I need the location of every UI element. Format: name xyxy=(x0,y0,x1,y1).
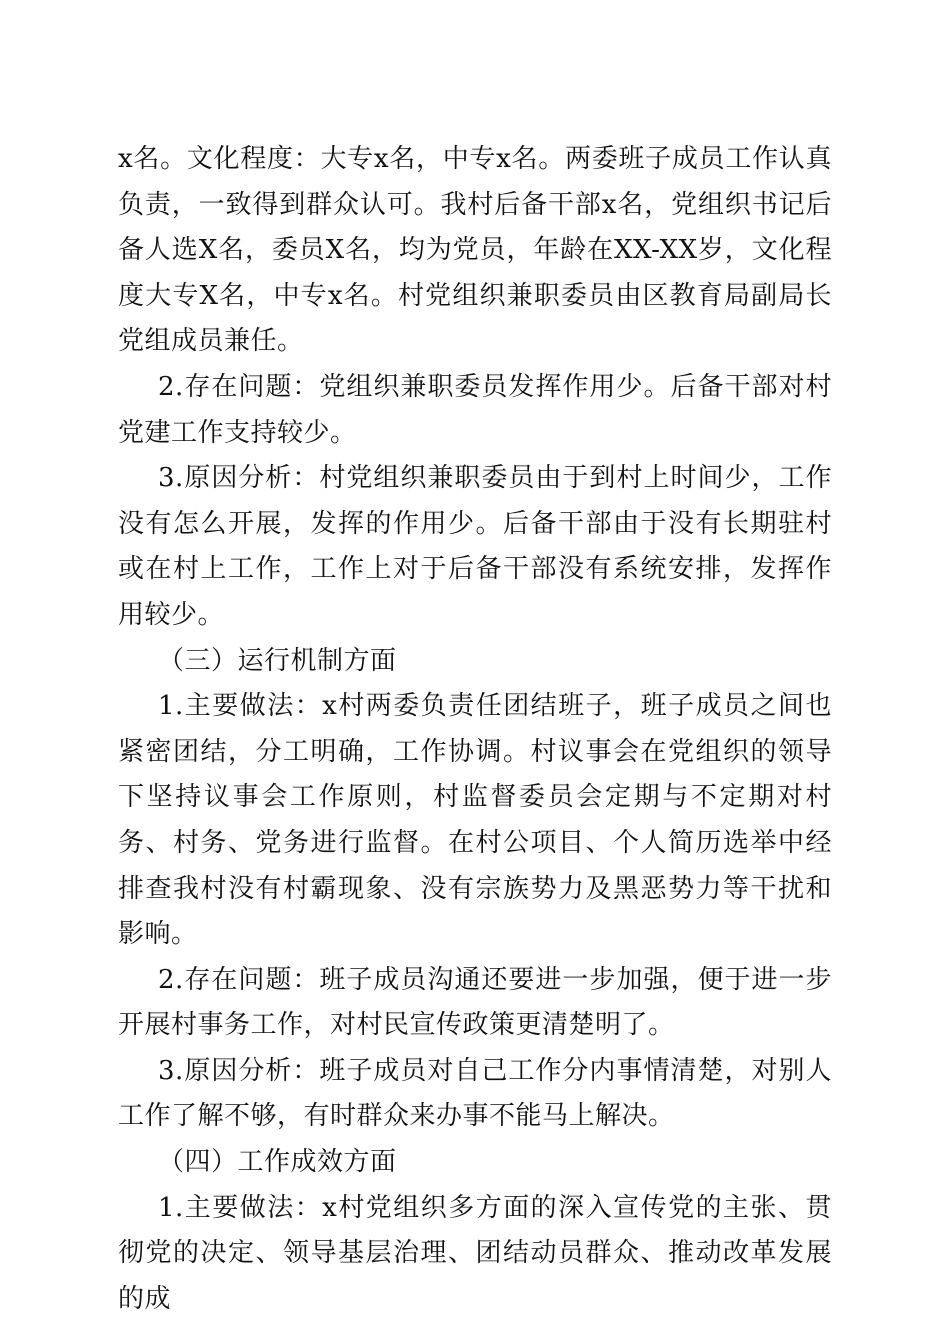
paragraph-existing-problems: 2.存在问题：党组织兼职委员发挥作用少。后备干部对村党建工作支持较少。 xyxy=(118,371,832,448)
document-body xyxy=(118,137,832,1322)
paragraph-main-practices-2: 1.主要做法：x村党组织多方面的深入宣传党的主张、贯彻党的决定、领导基层治理、团结动员群众、推动改革发展的成 xyxy=(118,1192,832,1314)
paragraph-existing-problems-2: 2.存在问题：班子成员沟通还要进一步加强，便于进一步开展村事务工作，对村民宣传政策更清楚明了。 xyxy=(118,964,832,1041)
section-heading-operating-mechanism: （三）运行机制方面 xyxy=(158,645,397,676)
paragraph-cause-analysis: 3.原因分析：村党组织兼职委员由于到村上时间少，工作没有怎么开展，发挥的作用少。后备干部由于没有长期驻村或在村上工作，工作上对于后备干部没有系统安排，发挥作用较少。 xyxy=(118,463,832,630)
paragraph-continuation: x名。文化程度：大专x名，中专x名。两委班子成员工作认真负责，一致得到群众认可。我村后备干部x名，党组织书记后备人选X名，委员X名，均为党员，年龄在XX-XX岁，文化程度大专X名，中专x名。村党组织兼职委员由区教育局副局长党组成员兼任。 xyxy=(118,144,832,357)
section-heading-work-results: （四）工作成效方面 xyxy=(158,1147,397,1178)
paragraph-cause-analysis-2: 3.原因分析：班子成员对自己工作分内事情清楚，对别人工作了解不够，有时群众来办事不能马上解决。 xyxy=(118,1055,832,1132)
paragraph-main-practices: 1.主要做法：x村两委负责任团结班子，班子成员之间也紧密团结，分工明确，工作协调。村议事会在党组织的领导下坚持议事会工作原则，村监督委员会定期与不定期对村务、村务、党务进行监督。在村公项目、个人简历选举中经排查我村没有村霸现象、没有宗族势力及黑恶势力等干扰和影响。 xyxy=(118,691,832,950)
